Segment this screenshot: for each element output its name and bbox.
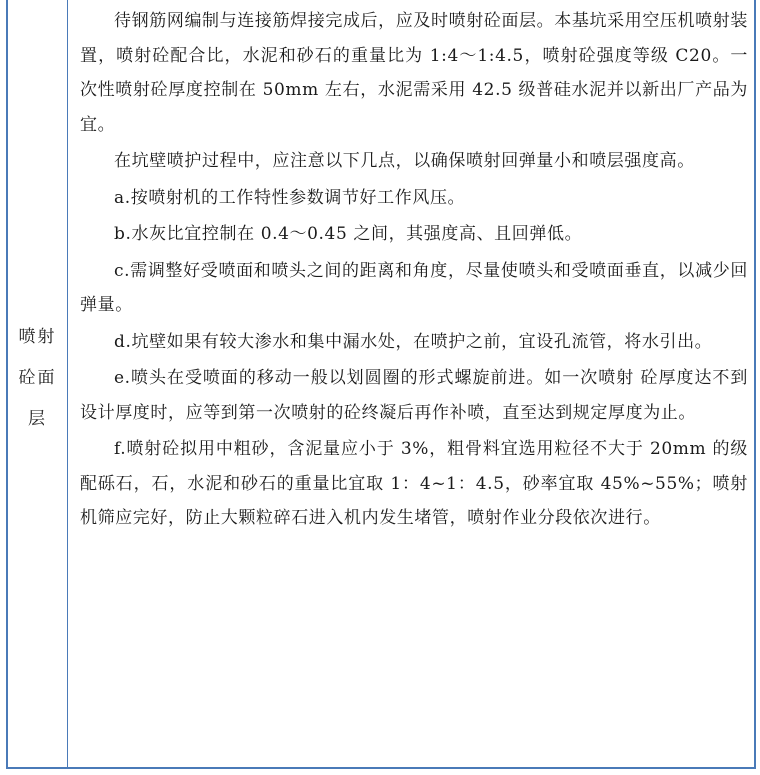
section-content-cell xyxy=(68,0,754,767)
paragraph-item-b: b.水灰比宜控制在 0.4～0.45 之间，其强度高、且回弹低。 xyxy=(114,224,583,244)
construction-table xyxy=(6,0,756,769)
section-label: 喷射砼面层 xyxy=(18,327,57,429)
section-label-cell xyxy=(8,0,68,767)
paragraph-item-d: d.坑壁如果有较大渗水和集中漏水处，在喷护之前，宜设孔流管，将水引出。 xyxy=(114,331,713,352)
paragraph-intro: 待钢筋网编制与连接筋焊接完成后，应及时喷射砼面层。本基坑采用空压机喷射装置，喷射砼配合比，水泥和砂石的重量比为 1:4～1:4.5，喷射砼强度等级 C20。一次性喷射砼厚度控制在 50mm 左右，水泥需采用 42.5 级普硅水泥并以新出厂产品为宜。 xyxy=(80,11,748,135)
paragraph-precautions: 在坑壁喷护过程中，应注意以下几点，以确保喷射回弹量小和喷层强度高。 xyxy=(114,151,695,171)
paragraph-item-f: f.喷射砼拟用中粗砂，含泥量应小于 3%，粗骨料宜选用粒径不大于 20mm 的级配砾石，石，水泥和砂石的重量比宜取 1：4~1：4.5，砂率宜取 45%~55%；喷射机筛应完好，防止大颗粒碎石进入机内发生堵管，喷射作业分段依次进行。 xyxy=(80,439,748,528)
paragraph-item-c: c.需调整好受喷面和喷头之间的距离和角度，尽量使喷头和受喷面垂直，以减少回弹量。 xyxy=(80,260,748,315)
paragraph-item-e: e.喷头在受喷面的移动一般以划圆圈的形式螺旋前进。如一次喷射 砼厚度达不到设计厚度时，应等到第一次喷射的砼终凝后再作补喷，直至达到规定厚度为止。 xyxy=(80,368,748,423)
paragraph-item-a: a.按喷射机的工作特性参数调节好工作风压。 xyxy=(114,187,466,208)
